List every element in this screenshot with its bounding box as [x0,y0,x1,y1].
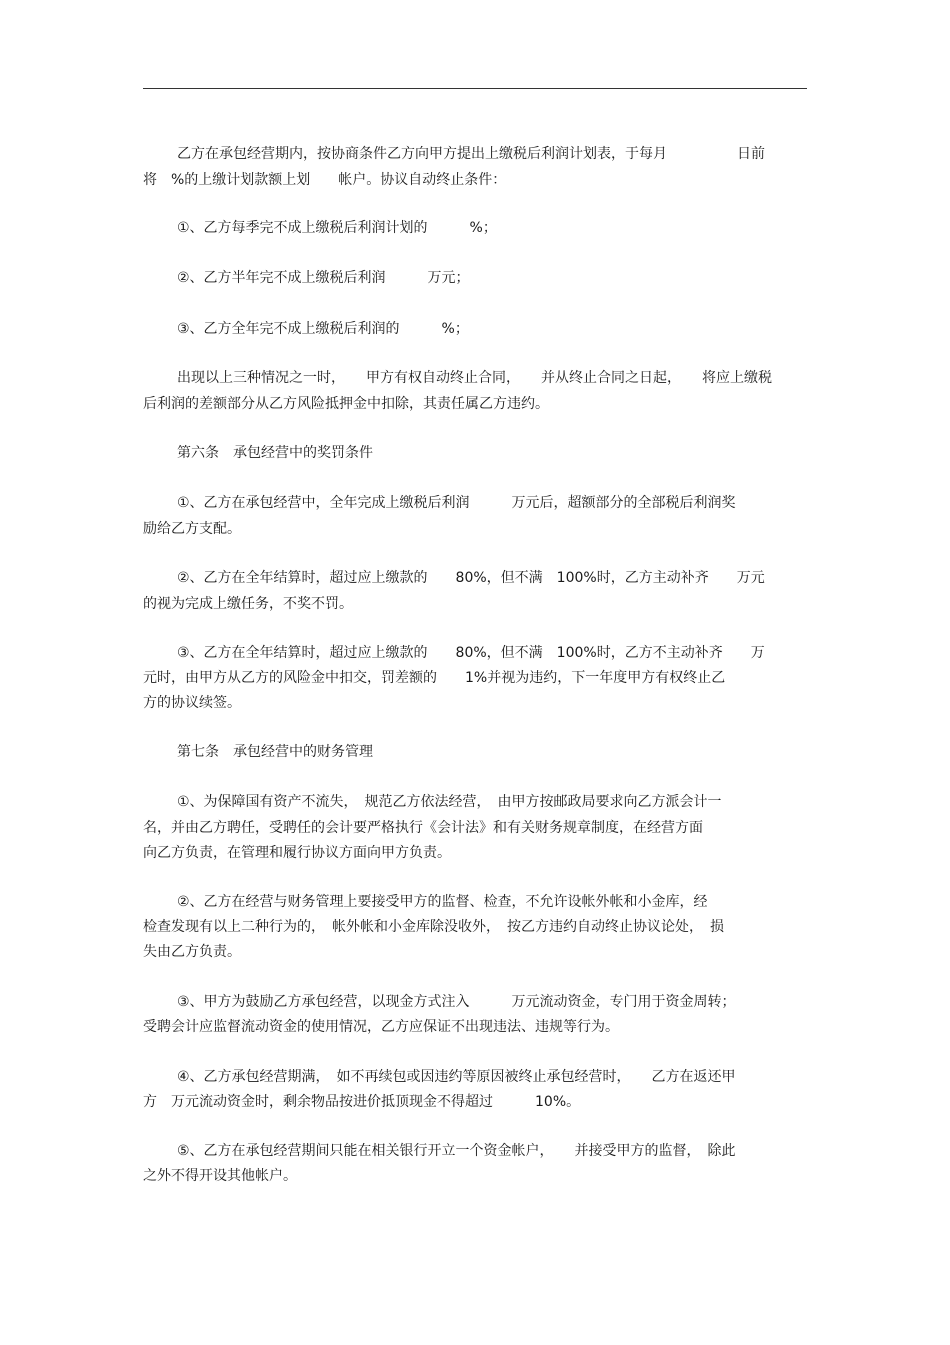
header-rule [143,88,807,89]
text-line: 失由乙方负责。 [143,944,241,960]
text-line: ②、乙方在全年结算时，超过应上缴款的 80%，但不满 100%时，乙方主动补齐 万元 [177,570,765,586]
text-line: ③、乙方全年完不成上缴税后利润的 %； [177,321,469,337]
text-line: ①、为保障国有资产不流失， 规范乙方依法经营， 由甲方按邮政局要求向乙方派会计一 [177,794,722,810]
text-line: 的视为完成上缴任务，不奖不罚。 [143,596,353,612]
text-line: 方 万元流动资金时，剩余物品按进价抵顶现金不得超过 10%。 [143,1094,581,1110]
text-line: 检查发现有以上二种行为的， 帐外帐和小金库除没收外， 按乙方违约自动终止协议论处， 损 [143,919,724,935]
text-line: 名，并由乙方聘任，受聘任的会计要严格执行《会计法》和有关财务规章制度，在经营方面 [143,820,703,836]
section-heading: 第七条 承包经营中的财务管理 [177,744,373,760]
text-line: 后利润的差额部分从乙方风险抵押金中扣除，其责任属乙方违约。 [143,396,549,412]
section-heading: 第六条 承包经营中的奖罚条件 [177,445,373,461]
text-line: ③、甲方为鼓励乙方承包经营，以现金方式注入 万元流动资金，专门用于资金周转； [177,994,736,1010]
text-line: ①、乙方每季完不成上缴税后利润计划的 %； [177,220,497,236]
text-line: 之外不得开设其他帐户。 [143,1168,297,1184]
text-line: ②、乙方在经营与财务管理上要接受甲方的监督、检查，不允许设帐外帐和小金库，经 [177,894,708,910]
text-line: ④、乙方承包经营期满， 如不再续包或因违约等原因被终止承包经营时， 乙方在返还甲 [177,1069,736,1085]
text-line: 元时，由甲方从乙方的风险金中扣交，罚差额的 1%并视为违约，下一年度甲方有权终止乙 [143,670,726,686]
text-line: 出现以上三种情况之一时， 甲方有权自动终止合同， 并从终止合同之日起， 将应上缴税 [177,370,772,386]
text-line: 受聘会计应监督流动资金的使用情况，乙方应保证不出现违法、违规等行为。 [143,1019,619,1035]
text-line: 方的协议续签。 [143,695,241,711]
text-line: ①、乙方在承包经营中，全年完成上缴税后利润 万元后，超额部分的全部税后利润奖 [177,495,736,511]
text-line: ⑤、乙方在承包经营期间只能在相关银行开立一个资金帐户， 并接受甲方的监督， 除此 [177,1143,736,1159]
text-line: 将 %的上缴计划款额上划 帐户。协议自动终止条件： [143,172,507,188]
text-line: 向乙方负责，在管理和履行协议方面向甲方负责。 [143,845,451,861]
text-line: 励给乙方支配。 [143,521,241,537]
text-line: ③、乙方在全年结算时，超过应上缴款的 80%，但不满 100%时，乙方不主动补齐 万 [177,645,765,661]
text-line: ②、乙方半年完不成上缴税后利润 万元； [177,270,470,286]
text-line: 乙方在承包经营期内，按协商条件乙方向甲方提出上缴税后利润计划表，于每月 日前 [177,146,765,162]
